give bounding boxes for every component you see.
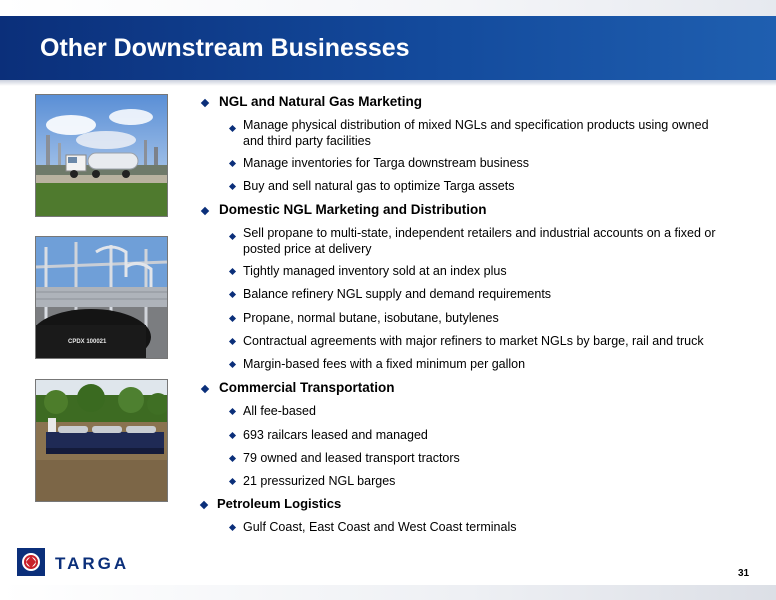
section-item: Propane, normal butane, isobutane, butylenes bbox=[243, 311, 499, 325]
page-number: 31 bbox=[738, 568, 750, 579]
slide-title: Other Downstream Businesses bbox=[40, 34, 410, 62]
bullet-diamond-icon bbox=[201, 385, 209, 393]
section-item: 79 owned and leased transport tractors bbox=[243, 451, 460, 465]
targa-logo-mark-icon bbox=[17, 548, 45, 576]
sub-bullet-diamond-icon bbox=[229, 338, 236, 345]
section-item: Buy and sell natural gas to optimize Targa assets bbox=[243, 179, 515, 193]
sub-bullet-diamond-icon bbox=[229, 268, 236, 275]
sub-bullet-diamond-icon bbox=[229, 361, 236, 368]
sub-bullet-diamond-icon bbox=[229, 524, 236, 531]
sub-bullet-diamond-icon bbox=[229, 408, 236, 415]
railcar-marking-text: CPDX 100021 bbox=[68, 339, 107, 345]
section-item: Manage physical distribution of mixed NGLs and specification products using owned and third party facilities bbox=[243, 118, 709, 148]
sub-bullet-diamond-icon bbox=[229, 455, 236, 462]
section-item: Contractual agreements with major refiners to market NGLs by barge, rail and truck bbox=[243, 334, 704, 348]
sub-bullet-diamond-icon bbox=[229, 478, 236, 485]
section-heading: Commercial Transportation bbox=[219, 380, 395, 395]
section-heading: Domestic NGL Marketing and Distribution bbox=[219, 202, 487, 217]
section-item: 693 railcars leased and managed bbox=[243, 428, 428, 442]
section-item: Manage inventories for Targa downstream business bbox=[243, 156, 530, 170]
section-item: Gulf Coast, East Coast and West Coast terminals bbox=[243, 520, 517, 534]
section-heading: Petroleum Logistics bbox=[217, 496, 342, 511]
targa-wordmark: TARGA bbox=[55, 554, 130, 573]
sub-bullet-diamond-icon bbox=[229, 125, 236, 132]
sub-bullet-diamond-icon bbox=[229, 315, 236, 322]
sub-bullet-diamond-icon bbox=[229, 183, 236, 190]
bullet-diamond-icon bbox=[200, 501, 208, 509]
bullet-diamond-icon bbox=[201, 207, 209, 215]
sub-bullet-diamond-icon bbox=[229, 291, 236, 298]
bottom-decor-strip bbox=[0, 585, 776, 600]
section-item: Balance refinery NGL supply and demand requirements bbox=[243, 287, 552, 301]
targa-logo bbox=[17, 548, 130, 578]
section-heading: NGL and Natural Gas Marketing bbox=[219, 94, 423, 109]
section-item: Margin-based fees with a fixed minimum per gallon bbox=[243, 357, 526, 371]
section-item: 21 pressurized NGL barges bbox=[243, 474, 396, 488]
sub-bullet-diamond-icon bbox=[229, 432, 236, 439]
sub-bullet-diamond-icon bbox=[229, 160, 236, 167]
section-item: Sell propane to multi-state, independent retailers and industrial accounts on a fixed or posted price at delivery bbox=[243, 226, 716, 256]
bullet-diamond-icon bbox=[201, 99, 209, 107]
section-item: Tightly managed inventory sold at an index plus bbox=[243, 264, 507, 278]
sub-bullet-diamond-icon bbox=[229, 233, 236, 240]
section-item: All fee-based bbox=[243, 404, 316, 418]
